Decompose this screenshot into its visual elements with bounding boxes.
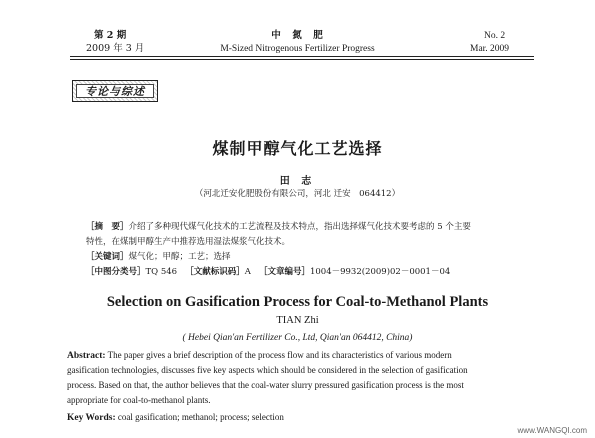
- keywords-cn: [86, 250, 231, 264]
- article-title-en: Selection on Gasification Process for Coal-to-Methanol Plants: [106, 294, 489, 310]
- abstract-en-line-1: [67, 348, 531, 364]
- article-number-label: ［文章编号］: [258, 267, 310, 277]
- keywords-en: [67, 410, 531, 426]
- article-number-value: 1004－9932(2009)02－0001－04: [309, 267, 451, 277]
- affiliation-cn: （河北迁安化肥股份有限公司，河北 迁安 064412）: [194, 189, 401, 199]
- keywords-cn-label: ［关键词］: [86, 252, 129, 262]
- doc-code-value: A: [244, 267, 251, 277]
- abstract-cn-line-2: 特性，在煤制甲醇生产中推荐选用湿法煤浆气化技术。: [86, 237, 291, 247]
- header-rule-thin: [70, 59, 534, 60]
- abstract-en-line-4: appropriate for coal-to-methanol plants.: [67, 395, 211, 405]
- classification-line: [86, 265, 450, 279]
- abstract-cn-label: ［摘 要］: [86, 222, 129, 232]
- issue-date-en: Mar. 2009: [470, 44, 510, 54]
- article-title-cn: 煤制甲醇气化工艺选择: [212, 139, 383, 158]
- issue-date-cn: 2009 年 3 月: [86, 43, 145, 54]
- keywords-en-text: coal gasification; methanol; process; selection: [117, 412, 284, 422]
- section-badge-label: 专论与综述: [85, 85, 145, 98]
- abstract-en-text-1: The paper gives a brief description of the process flow and its characteristics of various modern: [107, 350, 452, 360]
- author-en: TIAN Zhi: [276, 315, 319, 326]
- abstract-en-label: Abstract:: [67, 351, 106, 361]
- keywords-cn-text: 煤气化；甲醇；工艺；选择: [128, 252, 231, 262]
- keywords-en-label: Key Words:: [67, 413, 116, 423]
- abstract-en-line-3: process. Based on that, the author believes that the coal-water slurry pressured gasification process is the most: [67, 380, 464, 390]
- doc-code-label: ［文献标识码］: [185, 267, 245, 277]
- abstract-cn-line-1: [86, 220, 471, 234]
- header-rule: [70, 56, 534, 57]
- author-cn: 田 志: [279, 176, 316, 187]
- issue-number-en: No. 2: [484, 31, 506, 41]
- section-badge: [72, 80, 158, 102]
- journal-name-cn: 中 氮 肥: [271, 30, 324, 41]
- journal-name-en: M-Sized Nitrogenous Fertilizer Progress: [220, 44, 375, 54]
- watermark: www.WANGQI.com: [517, 426, 587, 435]
- issue-number-cn: 第 2 期: [94, 30, 127, 41]
- clc-label: ［中图分类号］: [86, 267, 146, 277]
- abstract-en-line-2: gasification technologies, discusses five key aspects which should be considered in the selection of gasification: [67, 365, 468, 375]
- abstract-cn-text-1: 介绍了多种现代煤气化技术的工艺流程及技术特点，指出选择煤气化技术要考虑的 5 个主要: [128, 222, 471, 232]
- clc-value: TQ 546: [145, 267, 178, 277]
- affiliation-en: ( Hebei Qian'an Fertilizer Co., Ltd, Qian'an 064412, China): [182, 333, 413, 343]
